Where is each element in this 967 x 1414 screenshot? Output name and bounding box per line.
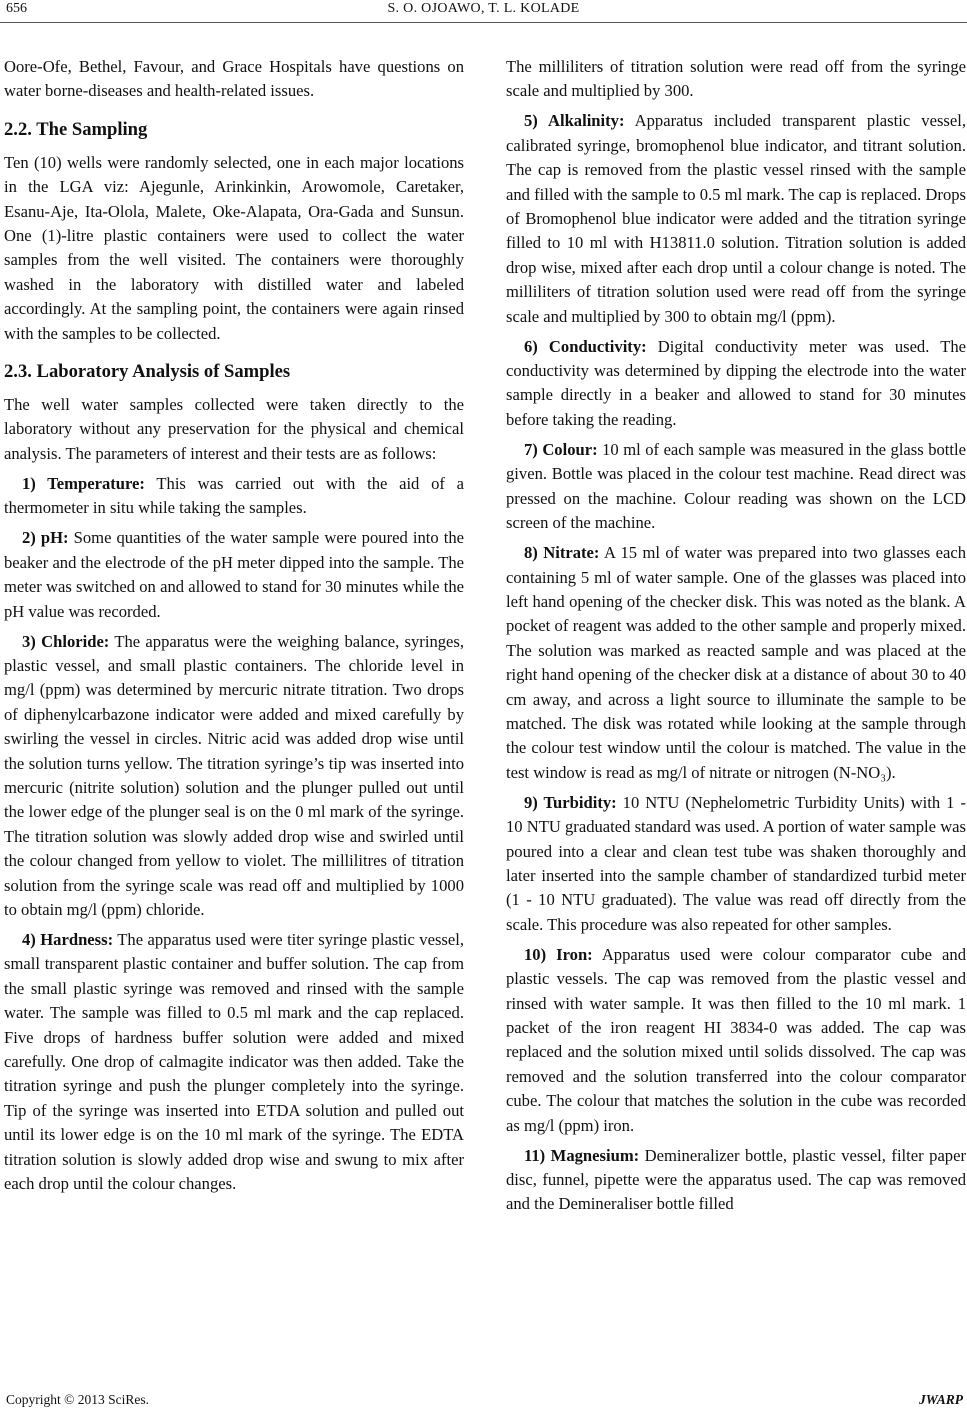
test-label: 5) Alkalinity: xyxy=(524,111,625,131)
left-column xyxy=(4,55,464,1202)
test-label: 4) Hardness: xyxy=(22,929,114,949)
test-iron xyxy=(506,943,966,1138)
test-magnesium xyxy=(506,1144,966,1217)
test-label: 7) Colour: xyxy=(524,439,598,459)
test-label: 10) Iron: xyxy=(524,944,593,964)
test-description: Demineralizer bottle, plastic vessel, filter paper disc, funnel, pipette were the apparatus used. The cap was removed and the Demineraliser bottle filled xyxy=(506,1145,966,1214)
section-heading-sampling: 2.2. The Sampling xyxy=(4,118,148,140)
test-chloride xyxy=(4,630,464,923)
test-description: Digital conductivity meter was used. The conductivity was determined by dipping the electrode into the water sample directly in a beaker and allowed to stand for 30 minutes before taking the reading. xyxy=(506,336,966,429)
test-description: Apparatus included transparent plastic vessel, calibrated syringe, bromophenol blue indicator, and titrant solution. The cap is removed from the plastic vessel rinsed with the sample and filled with the sample to 0.5 ml mark. The cap is replaced. Drops of Bromophenol blue indicator were added and the titration syringe filled to 10 ml with H13811.0 solution. Titration solution is added drop wise, mixed after each drop until a colour change is noted. The milliliters of titration solution used were read off from the syringe scale and multiplied by 300 to obtain mg/l (ppm). xyxy=(506,111,966,326)
test-description: The apparatus were the weighing balance, syringes, plastic vessel, and small plastic containers. The chloride level in mg/l (ppm) was determined by mercuric nitrate titration. Two drops of diphenylcarbazone indicator were added and mixed carefully by swirling the vessel in circles. Nitric acid was added drop wise until the solution turns yellow. The titration syringe’s tip was inserted into mercuric (nitrite solution) solution and the plunger pulled out until the lower edge of the plunger seal is on the 0 ml mark of the syringe. The titration solution was slowly added drop wise and swirled until the colour changed from yellow to violet. The millilitres of titration solution from the syringe scale was read off and multiplied by 1000 to obtain mg/l (ppm) chloride. xyxy=(4,631,465,919)
page-number: 656 xyxy=(6,1,27,16)
test-alkalinity xyxy=(506,109,966,329)
test-description: 10 NTU (Nephelometric Turbidity Units) with 1 - 10 NTU graduated standard was used. A portion of water sample was poured into a clear and clean test tube was shaken thoroughly and later inserted into the sample chamber of standardized turbid meter (1 - 10 NTU graduated). The value was read off directly from the scale. This procedure was also repeated for other samples. xyxy=(506,792,966,934)
test-conductivity xyxy=(506,335,966,433)
test-label: 6) Conductivity: xyxy=(524,336,647,356)
test-label: 2) pH: xyxy=(22,528,69,548)
test-colour xyxy=(506,438,966,536)
test-temperature xyxy=(4,472,464,521)
journal-abbreviation: JWARP xyxy=(918,1392,963,1407)
hardness-continuation: The milliliters of titration solution were read off from the syringe scale and multiplied by 300. xyxy=(506,57,966,101)
right-column xyxy=(506,55,966,1222)
test-description: Some quantities of the water sample were poured into the beaker and the electrode of the pH meter dipped into the sample. The meter was switched on and allowed to stand for 30 minutes while the pH value was recorded. xyxy=(4,528,464,621)
test-description: Apparatus used were colour comparator cube and plastic vessels. The cap was removed from the plastic vessel and rinsed with water sample. It was then filled to the 10 ml mark. 1 packet of the iron reagent HI 3834-0 was added. The cap was replaced and the solution mixed until solids dissolved. The cap was removed and the solution transferred into the colour comparator cube. The colour that matches the solution in the cube was recorded as mg/l (ppm) iron. xyxy=(506,944,966,1135)
test-label: 8) Nitrate: xyxy=(524,543,600,563)
test-label: 9) Turbidity: xyxy=(524,792,617,812)
test-description: This was carried out with the aid of a thermometer in situ while taking the samples. xyxy=(4,473,464,518)
running-header xyxy=(0,0,967,23)
copyright-notice: Copyright © 2013 SciRes. xyxy=(6,1392,150,1407)
test-turbidity xyxy=(506,791,966,937)
test-label: 3) Chloride: xyxy=(22,631,110,651)
intro-paragraph: Oore-Ofe, Bethel, Favour, and Grace Hospitals have questions on water borne-diseases and health-related issues. xyxy=(4,57,464,101)
test-nitrate xyxy=(506,541,966,785)
page-footer xyxy=(0,1392,967,1412)
test-description: A 15 ml of water was prepared into two glasses each containing 5 ml of water sample. One of the glasses was placed into left hand opening of the checker disk. This was noted as the blank. A pocket of reagent was added to the other sample and properly mixed. The solution was marked as reacted sample and was placed at the right hand opening of the checker disk at a distance of about 30 to 40 cm away, and across a light source to illuminate the sample to be matched. The disk was rotated while looking at the sample through the colour test window until the colour is matched. The value in the test window is read as mg/l of nitrate or nitrogen (N-NO₃). xyxy=(506,543,966,782)
section-heading-laboratory-analysis: 2.3. Laboratory Analysis of Samples xyxy=(4,361,291,383)
sampling-paragraph: Ten (10) wells were randomly selected, one in each major locations in the LGA viz: Ajegunle, Arinkinkin, Arowomole, Caretaker, Esanu-Aje, Ita-Olola, Malete, Oke-Alapata, Ora-Gada and Sunsun. One (1)-litre plastic containers were used to collect the water samples from the well visited. The containers were thoroughly washed in the laboratory with distilled water and labeled accordingly. At the sampling point, the containers were again rinsed with the samples to be collected. xyxy=(4,152,464,343)
test-description: 10 ml of each sample was measured in the glass bottle given. Bottle was placed in the colour test machine. Read direct was pressed on the machine. Colour reading was shown on the LCD screen of the machine. xyxy=(506,439,966,533)
lab-intro-paragraph: The well water samples collected were taken directly to the laboratory without any preservation for the physical and chemical analysis. The parameters of interest and their tests are as follows: xyxy=(4,395,464,463)
test-ph xyxy=(4,526,464,624)
test-description: The apparatus used were titer syringe plastic vessel, small transparent plastic container and buffer solution. The cap from the small plastic syringe was removed and rinsed with the sample water. The sample was filled to 0.5 ml mark and the cap replaced. Five drops of hardness buffer solution were added and mixed carefully. One drop of calmagite indicator was then added. Take the titration syringe and push the plunger completely into the syringe. Tip of the syringe was inserted into ETDA solution and pulled out until its lower edge is on the 10 ml mark of the syringe. The EDTA titration solution is slowly added drop wise and swung to mix after each drop until the colour changes. xyxy=(4,929,464,1194)
running-title: S. O. OJOAWO, T. L. KOLADE xyxy=(387,1,580,16)
test-label: 11) Magnesium: xyxy=(524,1145,640,1165)
test-label: 1) Temperature: xyxy=(22,473,145,493)
test-hardness xyxy=(4,928,464,1196)
